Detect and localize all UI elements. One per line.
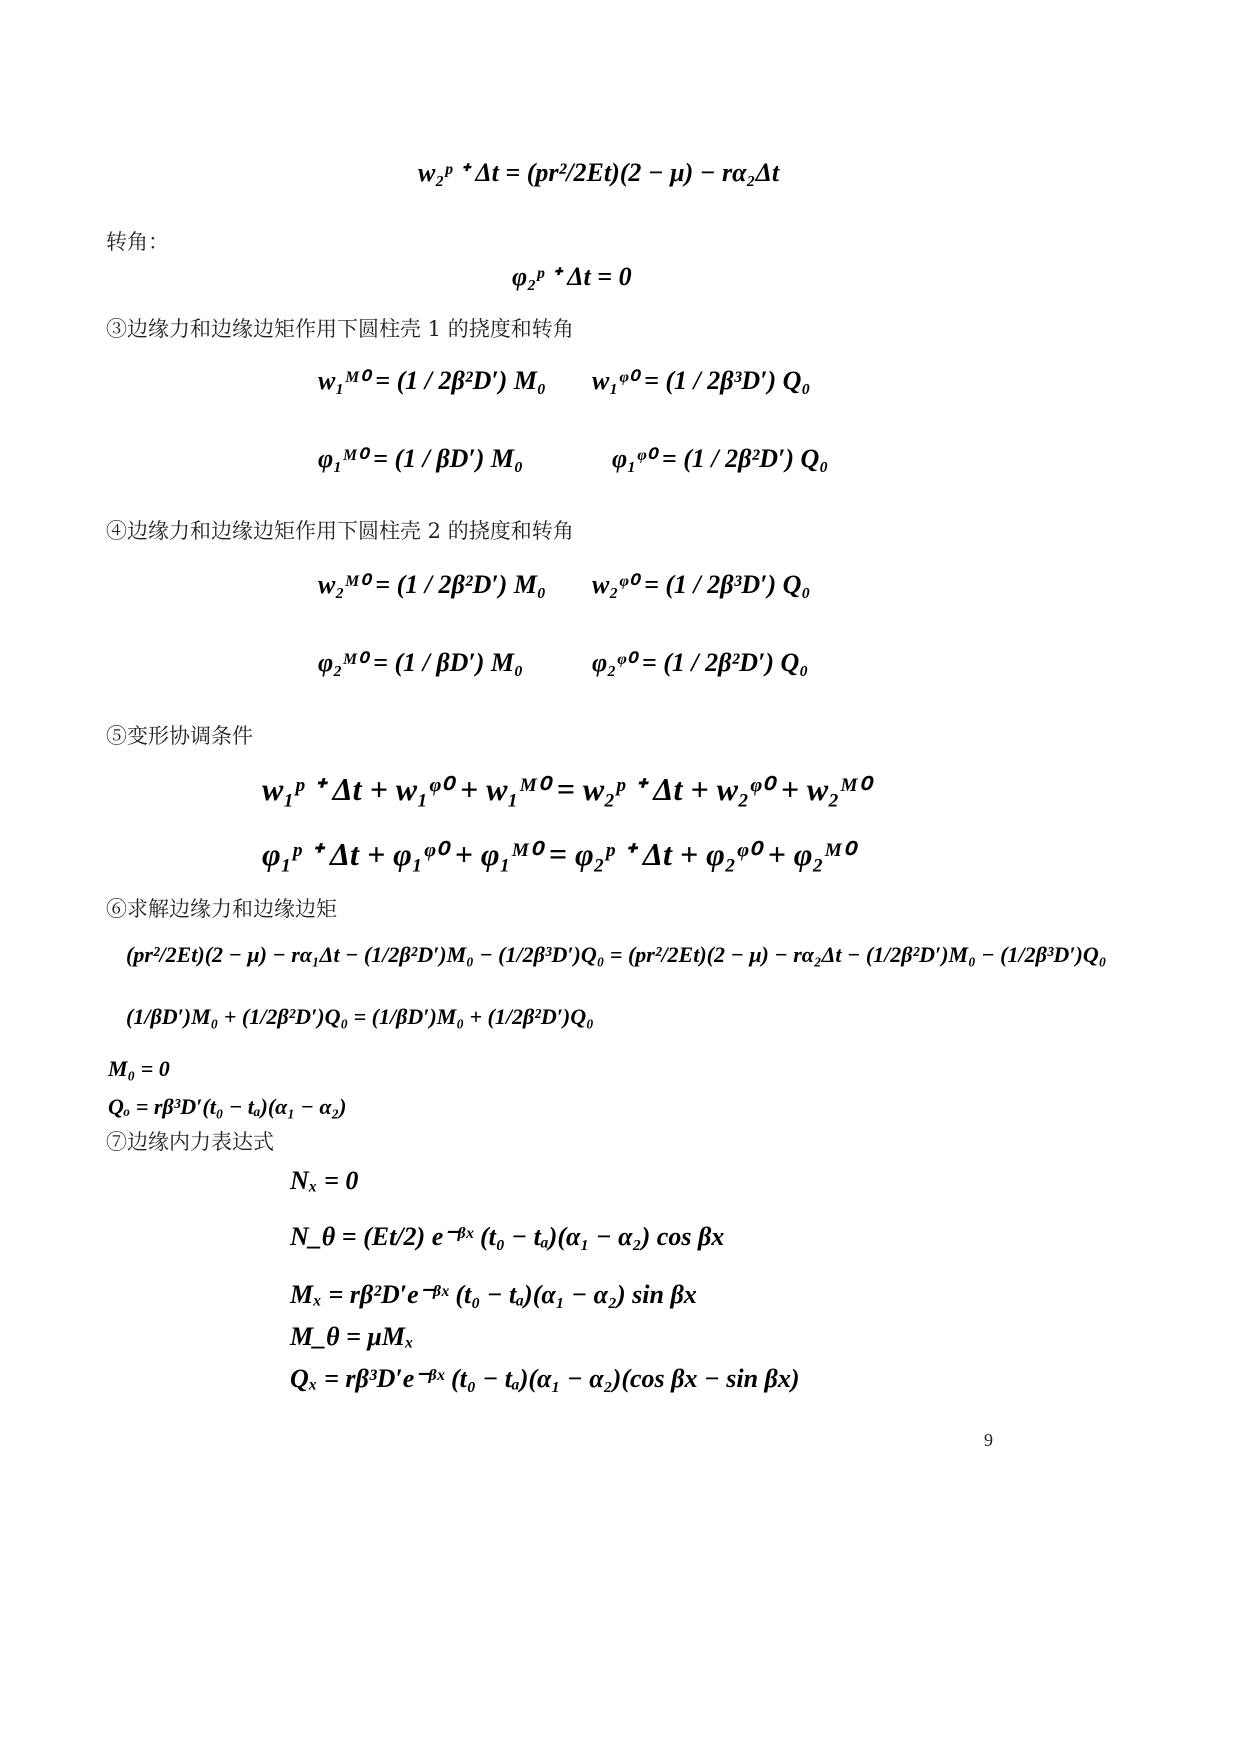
compatibility-deflection-equation: w₁ᵖ ᐩ Δt + w₁ᵠ⁰ + w₁ᴹ⁰ = w₂ᵖ ᐩ Δt + w₂ᵠ⁰ + w₂ᴹ⁰ <box>262 771 870 807</box>
section-item-6: ⑥求解边缘力和边缘边矩 <box>106 897 337 921</box>
page-number: 9 <box>984 1430 993 1450</box>
equation-Nx: Nₓ = 0 <box>290 1166 359 1195</box>
section-item-7: ⑦边缘内力表达式 <box>106 1130 274 1154</box>
equation-phi1-M0: φ₁ᴹ⁰ = (1 / βD′) M₀ <box>318 444 524 473</box>
rotation-label: 转角： <box>106 230 169 254</box>
equation-phi2-M0: φ₂ᴹ⁰ = (1 / βD′) M₀ <box>318 648 524 677</box>
solution-Q0: Qₒ = rβ³D′(t₀ − tₐ)(α₁ − α₂) <box>108 1094 347 1119</box>
solve-equation-line-2: (1/βD′)M₀ + (1/2β²D′)Q₀ = (1/βD′)M₀ + (1/2β²D′)Q₀ <box>126 1004 594 1029</box>
solve-equation-line-1: (pr²/2Et)(2 − μ) − rα₁Δt − (1/2β²D′)M₀ − (1/2β³D′)Q₀ = (pr²/2Et)(2 − μ) − rα₂Δt − (1/2β²D′)M₀ − (1/2β³D′)Q₀ <box>126 942 1107 967</box>
equation-phi2-thermal: φ₂ᵖ ᐩ Δt = 0 <box>512 262 632 291</box>
solution-M0: M₀ = 0 <box>108 1056 170 1081</box>
equation-Mx: Mₓ = rβ²D′e⁻ᵝˣ (t₀ − tₐ)(α₁ − α₂) sin βx <box>290 1280 697 1309</box>
section-item-3: ③边缘力和边缘边矩作用下圆柱壳 1 的挠度和转角 <box>106 317 574 341</box>
equation-Qx: Qₓ = rβ³D′e⁻ᵝˣ (t₀ − tₐ)(α₁ − α₂)(cos βx − sin βx) <box>290 1364 800 1393</box>
equation-w1-Q0: w₁ᵠ⁰ = (1 / 2β³D′) Q₀ <box>592 366 811 395</box>
equation-w2-thermal: w₂ᵖ ᐩ Δt = (pr²/2Et)(2 − μ) − rα₂Δt <box>418 158 780 187</box>
section-item-4: ④边缘力和边缘边矩作用下圆柱壳 2 的挠度和转角 <box>106 519 574 543</box>
equation-phi2-Q0: φ₂ᵠ⁰ = (1 / 2β²D′) Q₀ <box>592 648 809 677</box>
compatibility-rotation-equation: φ₁ᵖ ᐩ Δt + φ₁ᵠ⁰ + φ₁ᴹ⁰ = φ₂ᵖ ᐩ Δt + φ₂ᵠ⁰ + φ₂ᴹ⁰ <box>262 836 854 872</box>
equation-w2-Q0: w₂ᵠ⁰ = (1 / 2β³D′) Q₀ <box>592 570 811 599</box>
section-item-5: ⑤变形协调条件 <box>106 724 253 748</box>
equation-w2-M0: w₂ᴹ⁰ = (1 / 2β²D′) M₀ <box>318 570 546 599</box>
equation-Ntheta: N_θ = (Et/2) e⁻ᵝˣ (t₀ − tₐ)(α₁ − α₂) cos βx <box>290 1222 725 1251</box>
equation-phi1-Q0: φ₁ᵠ⁰ = (1 / 2β²D′) Q₀ <box>612 444 829 473</box>
equation-w1-M0: w₁ᴹ⁰ = (1 / 2β²D′) M₀ <box>318 366 546 395</box>
equation-Mtheta: M_θ = μMₓ <box>290 1322 414 1351</box>
